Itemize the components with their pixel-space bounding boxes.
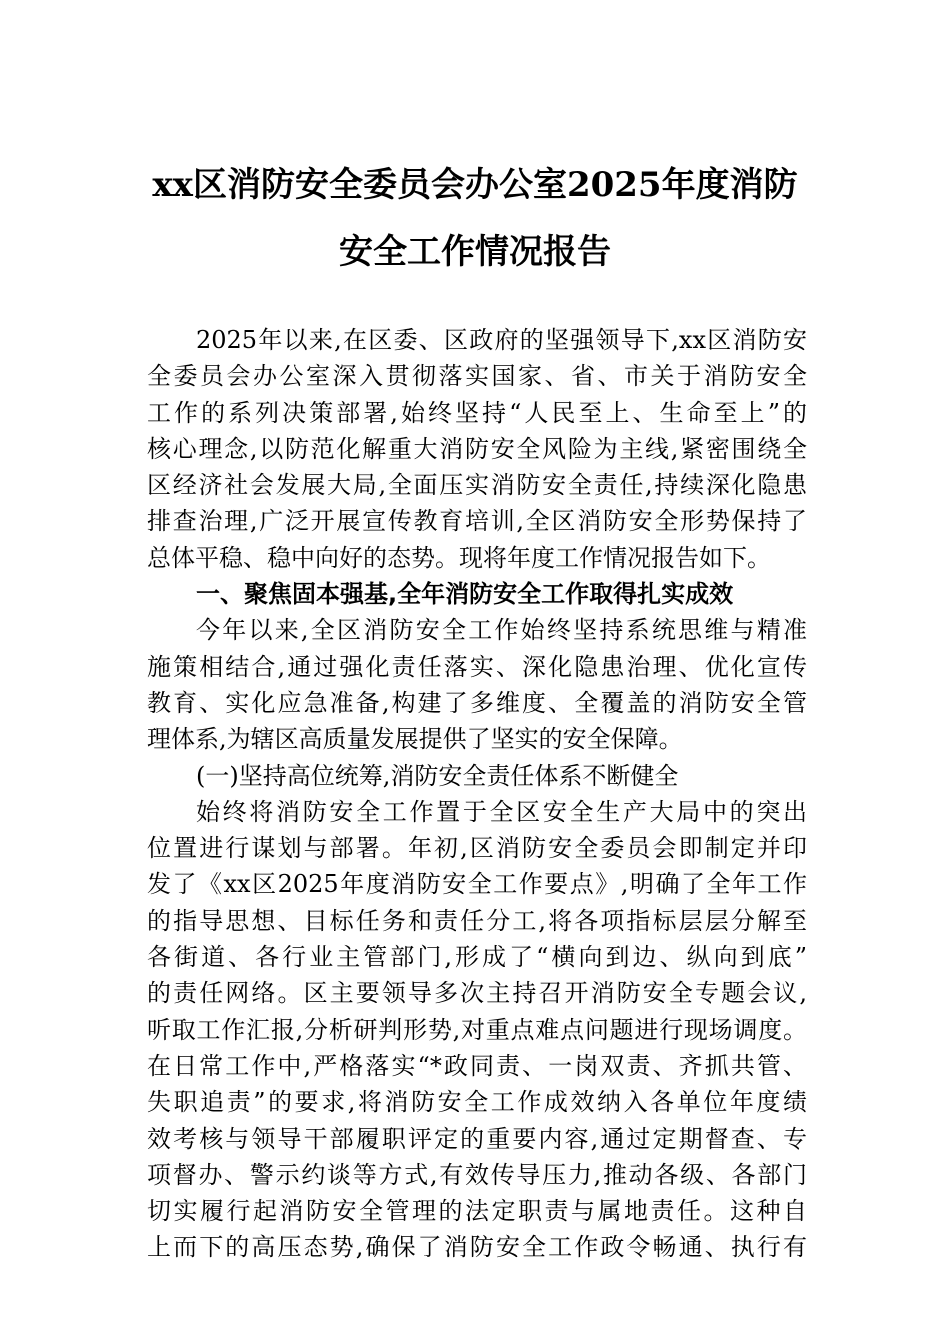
paragraph-intro [147,322,807,576]
paragraph-line: 区经济社会发展大局,全面压实消防安全责任,持续深化隐患 [147,471,807,500]
paragraph-line: 发了《xx区2025年度消防安全工作要点》,明确了全年工作 [147,870,807,899]
document-title-line-1: xx区消防安全委员会办公室2025年度消防 [152,165,798,205]
paragraph-line: 效考核与领导干部履职评定的重要内容,通过定期督查、专 [147,1124,807,1153]
paragraph-line: 在日常工作中,严格落实“*政同责、一岗双责、齐抓共管、 [147,1051,807,1080]
paragraph-subsection-1 [147,794,807,1266]
paragraph-line: 排查治理,广泛开展宣传教育培训,全区消防安全形势保持了 [147,507,807,536]
paragraph-line: 理体系,为辖区高质量发展提供了坚实的安全保障。 [147,725,683,754]
paragraph-line: 工作的系列决策部署,始终坚持“人民至上、生命至上”的 [147,398,807,427]
paragraph-line: 施策相结合,通过强化责任落实、深化隐患治理、优化宣传 [147,652,807,681]
paragraph-line: 总体平稳、稳中向好的态势。现将年度工作情况报告如下。 [147,543,771,572]
paragraph-line: 的责任网络。区主要领导多次主持召开消防安全专题会议, [147,979,807,1008]
paragraph-line: 教育、实化应急准备,构建了多维度、全覆盖的消防安全管 [147,688,807,717]
paragraph-section-1 [147,612,807,757]
subsection-heading-1: (一)坚持高位统筹,消防安全责任体系不断健全 [196,761,679,790]
paragraph-line: 核心理念,以防范化解重大消防安全风险为主线,紧密围绕全 [147,434,807,463]
document-body [147,322,807,1266]
paragraph-line: 听取工作汇报,分析研判形势,对重点难点问题进行现场调度。 [147,1015,807,1044]
paragraph-line: 项督办、警示约谈等方式,有效传导压力,推动各级、各部门 [147,1160,807,1189]
paragraph-line: 今年以来,全区消防安全工作始终坚持系统思维与精准 [196,616,807,645]
paragraph-line: 2025年以来,在区委、区政府的坚强领导下,xx区消防安 [196,326,807,354]
paragraph-line: 失职追责”的要求,将消防安全工作成效纳入各单位年度绩 [147,1088,807,1117]
paragraph-line: 各街道、各行业主管部门,形成了“横向到边、纵向到底” [147,943,807,972]
paragraph-line: 上而下的高压态势,确保了消防安全工作政令畅通、执行有 [147,1233,807,1262]
paragraph-line: 切实履行起消防安全管理的法定职责与属地责任。这种自 [147,1197,807,1226]
paragraph-line: 全委员会办公室深入贯彻落实国家、省、市关于消防安全 [147,362,807,391]
paragraph-line: 的指导思想、目标任务和责任分工,将各项指标层层分解至 [147,906,807,935]
section-heading-1: 一、聚焦固本强基,全年消防安全工作取得扎实成效 [196,580,734,609]
paragraph-line: 始终将消防安全工作置于全区安全生产大局中的突出 [196,797,807,826]
document-title-line-2: 安全工作情况报告 [339,232,611,272]
paragraph-line: 位置进行谋划与部署。年初,区消防安全委员会即制定并印 [147,834,807,863]
